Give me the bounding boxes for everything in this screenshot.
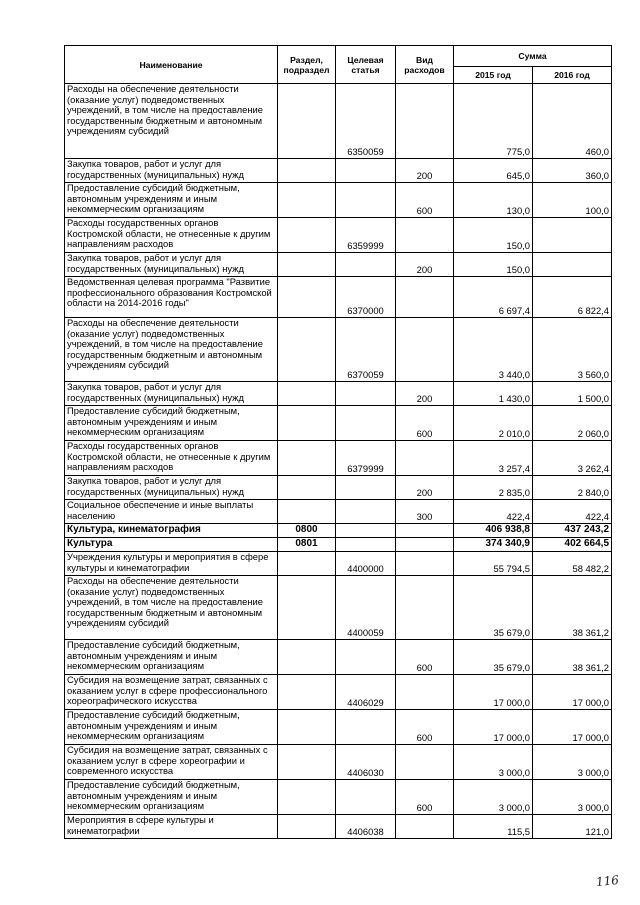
row-name-cell: Предоставление субсидий бюджетным, автономным учреждениям и иным некоммерческим организациям: [65, 406, 278, 441]
row-type-cell: 200: [396, 476, 454, 500]
row-sum-2015-cell: 6 697,4: [454, 277, 533, 318]
table-row: [65, 524, 612, 538]
page-number-mark: 116: [595, 872, 620, 890]
row-name-cell: Социальное обеспечение и иные выплаты населению: [65, 500, 278, 524]
row-type-cell: [396, 318, 454, 382]
row-sum-2016-cell: 3 262,4: [533, 441, 612, 476]
row-type-cell: [396, 675, 454, 710]
row-section-cell: [278, 253, 336, 277]
row-article-cell: [336, 159, 396, 183]
table-row: [65, 538, 612, 552]
row-name-cell: Расходы на обеспечение деятельности (оказание услуг) подведомственных учреждений, в том числе на предоставление государственным бюджетным и автономным учреждениям субсидий: [65, 576, 278, 640]
table-row: [65, 441, 612, 476]
row-name-cell: Закупка товаров, работ и услуг для государственных (муниципальных) нужд: [65, 476, 278, 500]
row-sum-2016-cell: [533, 253, 612, 277]
table-row: [65, 183, 612, 218]
table-row: [65, 780, 612, 815]
table-row: [65, 745, 612, 780]
row-type-cell: [396, 576, 454, 640]
table-row: [65, 640, 612, 675]
row-article-cell: 6370000: [336, 277, 396, 318]
row-article-cell: [336, 406, 396, 441]
row-type-cell: 200: [396, 159, 454, 183]
row-sum-2015-cell: 3 000,0: [454, 780, 533, 815]
row-type-cell: [396, 815, 454, 839]
row-sum-2015-cell: 1 430,0: [454, 382, 533, 406]
row-type-cell: [396, 538, 454, 552]
row-section-cell: [278, 500, 336, 524]
row-sum-2016-cell: 3 000,0: [533, 780, 612, 815]
row-sum-2015-cell: 150,0: [454, 253, 533, 277]
row-sum-2015-cell: 17 000,0: [454, 675, 533, 710]
row-section-cell: [278, 780, 336, 815]
row-article-cell: 4406030: [336, 745, 396, 780]
row-section-cell: [278, 476, 336, 500]
row-article-cell: 6350059: [336, 84, 396, 159]
row-sum-2015-cell: 115,5: [454, 815, 533, 839]
row-section-cell: 0800: [278, 524, 336, 538]
row-name-cell: Мероприятия в сфере культуры и кинематографии: [65, 815, 278, 839]
table-row: [65, 382, 612, 406]
row-type-cell: [396, 84, 454, 159]
row-sum-2016-cell: 121,0: [533, 815, 612, 839]
row-type-cell: 300: [396, 500, 454, 524]
row-sum-2015-cell: 130,0: [454, 183, 533, 218]
row-sum-2015-cell: 2 010,0: [454, 406, 533, 441]
row-sum-2016-cell: 6 822,4: [533, 277, 612, 318]
row-type-cell: [396, 218, 454, 253]
row-type-cell: [396, 524, 454, 538]
row-name-cell: Предоставление субсидий бюджетным, автономным учреждениям и иным некоммерческим организациям: [65, 710, 278, 745]
row-type-cell: [396, 441, 454, 476]
row-type-cell: [396, 277, 454, 318]
row-article-cell: [336, 476, 396, 500]
row-section-cell: [278, 159, 336, 183]
table-row: [65, 253, 612, 277]
row-type-cell: [396, 552, 454, 576]
row-sum-2015-cell: 374 340,9: [454, 538, 533, 552]
row-section-cell: [278, 576, 336, 640]
row-section-cell: [278, 441, 336, 476]
row-sum-2016-cell: 100,0: [533, 183, 612, 218]
row-sum-2015-cell: 35 679,0: [454, 576, 533, 640]
row-sum-2016-cell: 3 560,0: [533, 318, 612, 382]
table-row: [65, 159, 612, 183]
row-article-cell: 6379999: [336, 441, 396, 476]
row-section-cell: 0801: [278, 538, 336, 552]
row-name-cell: Учреждения культуры и мероприятия в сфере культуры и кинематографии: [65, 552, 278, 576]
row-sum-2015-cell: 3 257,4: [454, 441, 533, 476]
row-sum-2016-cell: [533, 218, 612, 253]
header-section: Раздел, подраздел: [278, 46, 336, 84]
row-sum-2016-cell: 460,0: [533, 84, 612, 159]
row-section-cell: [278, 277, 336, 318]
row-name-cell: Ведомственная целевая программа "Развитие профессионального образования Костромской области на 2014-2016 годы": [65, 277, 278, 318]
row-name-cell: Расходы государственных органов Костромской области, не отнесенные к другим направлениям расходов: [65, 218, 278, 253]
row-article-cell: [336, 780, 396, 815]
row-name-cell: Закупка товаров, работ и услуг для государственных (муниципальных) нужд: [65, 382, 278, 406]
row-article-cell: [336, 253, 396, 277]
row-name-cell: Культура: [65, 538, 278, 552]
row-name-cell: Расходы государственных органов Костромской области, не отнесенные к другим направлениям расходов: [65, 441, 278, 476]
row-sum-2015-cell: 55 794,5: [454, 552, 533, 576]
table-row: [65, 277, 612, 318]
row-type-cell: 200: [396, 382, 454, 406]
row-name-cell: Закупка товаров, работ и услуг для государственных (муниципальных) нужд: [65, 253, 278, 277]
row-sum-2015-cell: 2 835,0: [454, 476, 533, 500]
row-section-cell: [278, 84, 336, 159]
row-article-cell: [336, 524, 396, 538]
row-name-cell: Расходы на обеспечение деятельности (оказание услуг) подведомственных учреждений, в том числе на предоставление государственным бюджетным и автономным учреждениям субсидий: [65, 84, 278, 159]
row-sum-2015-cell: 150,0: [454, 218, 533, 253]
row-type-cell: 200: [396, 253, 454, 277]
row-sum-2016-cell: 437 243,2: [533, 524, 612, 538]
table-row: [65, 84, 612, 159]
row-article-cell: 4400000: [336, 552, 396, 576]
row-section-cell: [278, 745, 336, 780]
row-article-cell: [336, 710, 396, 745]
row-type-cell: 600: [396, 780, 454, 815]
row-sum-2016-cell: 3 000,0: [533, 745, 612, 780]
row-section-cell: [278, 382, 336, 406]
table-row: [65, 710, 612, 745]
row-sum-2015-cell: 3 440,0: [454, 318, 533, 382]
row-name-cell: Субсидия на возмещение затрат, связанных с оказанием услуг в сфере хореографии и современного искусства: [65, 745, 278, 780]
table-row: [65, 406, 612, 441]
row-section-cell: [278, 183, 336, 218]
header-year-2015: 2015 год: [454, 67, 533, 84]
row-section-cell: [278, 218, 336, 253]
row-type-cell: 600: [396, 640, 454, 675]
row-section-cell: [278, 710, 336, 745]
row-sum-2015-cell: 645,0: [454, 159, 533, 183]
row-sum-2016-cell: 38 361,2: [533, 576, 612, 640]
row-article-cell: 6370059: [336, 318, 396, 382]
table-row: [65, 815, 612, 839]
row-sum-2015-cell: 406 938,8: [454, 524, 533, 538]
row-article-cell: [336, 538, 396, 552]
row-name-cell: Культура, кинематография: [65, 524, 278, 538]
row-sum-2016-cell: 58 482,2: [533, 552, 612, 576]
row-sum-2016-cell: 2 060,0: [533, 406, 612, 441]
row-sum-2015-cell: 35 679,0: [454, 640, 533, 675]
budget-table: [64, 45, 612, 839]
table-row: [65, 218, 612, 253]
row-sum-2016-cell: 360,0: [533, 159, 612, 183]
table-row: [65, 675, 612, 710]
row-section-cell: [278, 675, 336, 710]
table-row: [65, 576, 612, 640]
row-article-cell: [336, 640, 396, 675]
row-name-cell: Предоставление субсидий бюджетным, автономным учреждениям и иным некоммерческим организациям: [65, 780, 278, 815]
row-sum-2015-cell: 775,0: [454, 84, 533, 159]
header-article: Целевая статья: [336, 46, 396, 84]
row-type-cell: 600: [396, 406, 454, 441]
table-body: [65, 84, 612, 839]
row-name-cell: Предоставление субсидий бюджетным, автономным учреждениям и иным некоммерческим организациям: [65, 640, 278, 675]
header-type: Вид расходов: [396, 46, 454, 84]
row-name-cell: Расходы на обеспечение деятельности (оказание услуг) подведомственных учреждений, в том числе на предоставление государственным бюджетным и автономным учреждениям субсидий: [65, 318, 278, 382]
row-sum-2016-cell: 2 840,0: [533, 476, 612, 500]
header-year-2016: 2016 год: [533, 67, 612, 84]
row-sum-2016-cell: 402 664,5: [533, 538, 612, 552]
row-section-cell: [278, 552, 336, 576]
row-article-cell: 4406029: [336, 675, 396, 710]
row-sum-2016-cell: 17 000,0: [533, 675, 612, 710]
row-name-cell: Субсидия на возмещение затрат, связанных с оказанием услуг в сфере профессионального хореографического искусства: [65, 675, 278, 710]
row-sum-2015-cell: 3 000,0: [454, 745, 533, 780]
row-sum-2016-cell: 17 000,0: [533, 710, 612, 745]
row-section-cell: [278, 318, 336, 382]
table-row: [65, 500, 612, 524]
row-article-cell: [336, 500, 396, 524]
table-row: [65, 318, 612, 382]
table-row: [65, 552, 612, 576]
row-name-cell: Предоставление субсидий бюджетным, автономным учреждениям и иным некоммерческим организациям: [65, 183, 278, 218]
row-article-cell: 4400059: [336, 576, 396, 640]
row-sum-2015-cell: 422,4: [454, 500, 533, 524]
row-sum-2016-cell: 422,4: [533, 500, 612, 524]
row-sum-2016-cell: 1 500,0: [533, 382, 612, 406]
table-row: [65, 476, 612, 500]
row-article-cell: 6359999: [336, 218, 396, 253]
row-name-cell: Закупка товаров, работ и услуг для государственных (муниципальных) нужд: [65, 159, 278, 183]
row-sum-2016-cell: 38 361,2: [533, 640, 612, 675]
header-sum: Сумма: [454, 46, 612, 67]
row-article-cell: 4406038: [336, 815, 396, 839]
row-article-cell: [336, 183, 396, 218]
row-sum-2015-cell: 17 000,0: [454, 710, 533, 745]
row-type-cell: 600: [396, 183, 454, 218]
row-type-cell: 600: [396, 710, 454, 745]
header-name: Наименование: [65, 46, 278, 84]
row-type-cell: [396, 745, 454, 780]
row-section-cell: [278, 406, 336, 441]
row-article-cell: [336, 382, 396, 406]
row-section-cell: [278, 815, 336, 839]
row-section-cell: [278, 640, 336, 675]
